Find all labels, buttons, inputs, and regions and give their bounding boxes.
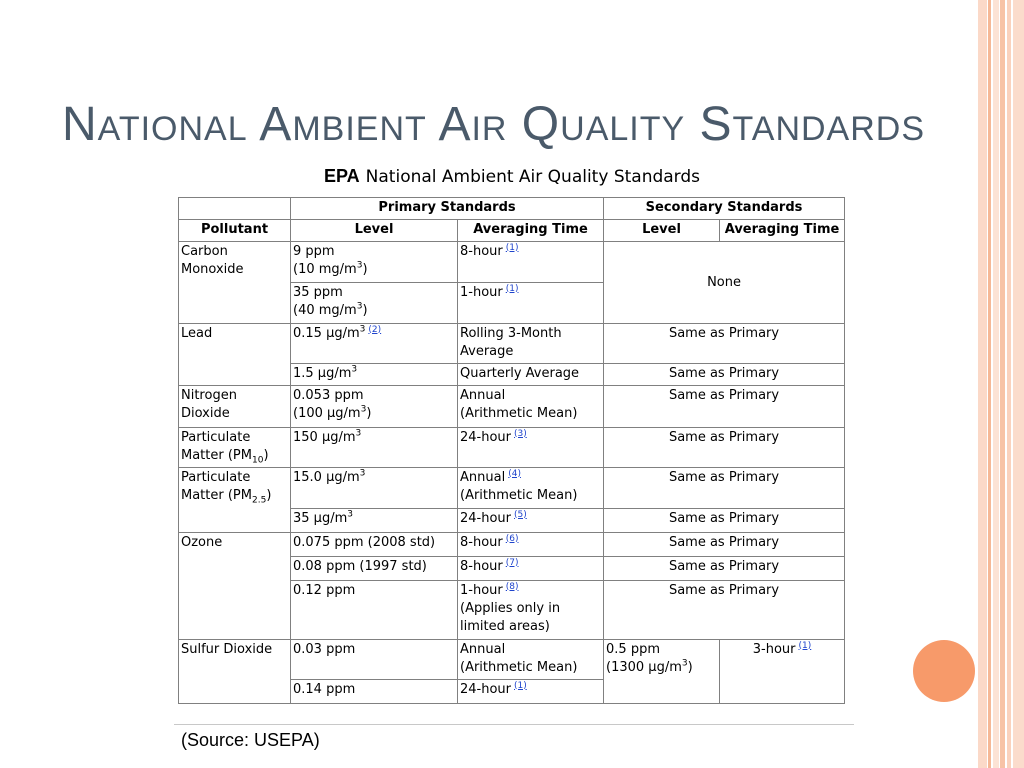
secondary-averaging-cell: 3-hour $^{(1)}$: [720, 640, 845, 704]
secondary-cell: Same as Primary: [604, 324, 845, 364]
decor-stripe-2: [988, 0, 991, 768]
level-cell: 1.5 $\mu g/m^3$: [291, 364, 458, 386]
averaging-cell: 8-hour $^{(1)}$: [458, 242, 604, 283]
level-cell: 150 $\mu g/m^3$: [291, 428, 458, 468]
decor-circle: [913, 640, 975, 702]
secondary-standards-header: Secondary Standards: [604, 198, 845, 220]
secondary-cell: Same as Primary: [604, 428, 845, 468]
level-cell: 15.0 $\mu g/m^3$: [291, 468, 458, 509]
table-row: [179, 324, 845, 364]
footnote-link[interactable]: (1): [505, 283, 519, 294]
decor-stripe-3: [993, 0, 999, 768]
col-header-primary-averaging: Averaging Time: [458, 220, 604, 242]
footnote-link[interactable]: (3): [514, 428, 527, 439]
footnote-link[interactable]: (4): [508, 468, 521, 479]
level-cell: 0.053 ppm (100 $\mu g/m^3$): [291, 386, 458, 428]
averaging-cell: Annual (Arithmetic Mean): [458, 386, 604, 428]
level-cell: 0.075 ppm (2008 std): [291, 533, 458, 557]
table-row: [179, 428, 845, 468]
level-cell: 9 ppm (10 $mg/m^3$): [291, 242, 458, 283]
secondary-cell: None: [604, 242, 845, 324]
level-cell: 0.12 ppm: [291, 581, 458, 640]
averaging-cell: 8-hour $^{(6)}$: [458, 533, 604, 557]
level-cell: 0.03 ppm: [291, 640, 458, 680]
table-row: [179, 640, 845, 680]
table-row: [179, 468, 845, 509]
epa-logo: EPA: [323, 166, 360, 186]
table-row: [179, 242, 845, 283]
averaging-cell: 1-hour $^{(1)}$: [458, 283, 604, 324]
averaging-cell: Quarterly Average: [458, 364, 604, 386]
decor-stripe-1: [978, 0, 987, 768]
standards-table: [178, 197, 845, 704]
averaging-cell: 24-hour $^{(5)}$: [458, 509, 604, 533]
secondary-cell: Same as Primary: [604, 533, 845, 557]
averaging-cell: 24-hour $^{(1)}$: [458, 680, 604, 704]
level-cell: 0.08 ppm (1997 std): [291, 557, 458, 581]
table-row: [179, 533, 845, 557]
footnote-link[interactable]: (7): [505, 557, 519, 568]
divider: [174, 724, 854, 725]
col-header-primary-level: Level: [291, 220, 458, 242]
footnote-link[interactable]: (1): [505, 242, 519, 253]
footnote-link[interactable]: (8): [505, 581, 519, 592]
col-header-pollutant: Pollutant: [179, 220, 291, 242]
averaging-cell: Annual (Arithmetic Mean): [458, 640, 604, 680]
footnote-link[interactable]: (6): [505, 533, 519, 544]
figure-caption: [180, 166, 844, 194]
decor-stripe-6: [1013, 0, 1024, 768]
secondary-cell: Same as Primary: [604, 468, 845, 509]
averaging-cell: Rolling 3-Month Average: [458, 324, 604, 364]
pollutant-cell: Sulfur Dioxide: [179, 640, 291, 704]
averaging-cell: 8-hour $^{(7)}$: [458, 557, 604, 581]
pollutant-cell: Nitrogen Dioxide: [179, 386, 291, 428]
pollutant-cell: Particulate Matter $(PM_{2.5})$: [179, 468, 291, 533]
pollutant-cell: Carbon Monoxide: [179, 242, 291, 324]
secondary-cell: Same as Primary: [604, 581, 845, 640]
secondary-level-cell: 0.5 ppm (1300 $\mu g/m^3$): [604, 640, 720, 704]
decor-stripe-5: [1007, 0, 1011, 768]
table-row: [179, 386, 845, 428]
decor-stripe-4: [1000, 0, 1005, 768]
source-note: (Source: USEPA): [181, 730, 320, 750]
level-cell: 0.15 $\mu g/m^3$ $^{(2)}$: [291, 324, 458, 364]
footnote-link[interactable]: (1): [798, 640, 812, 651]
footnote-link[interactable]: (2): [368, 324, 382, 335]
pollutant-cell: Lead: [179, 324, 291, 386]
figure-caption-text: National Ambient Air Quality Standards: [365, 167, 701, 187]
col-header-secondary-level: Level: [604, 220, 720, 242]
slide-title: National Ambient Air Quality Standards: [62, 98, 926, 151]
level-cell: 35 $\mu g/m^3$: [291, 509, 458, 533]
footnote-link[interactable]: (1): [514, 680, 527, 691]
primary-standards-header: Primary Standards: [291, 198, 604, 220]
table-column-header-row: [179, 220, 845, 242]
secondary-cell: Same as Primary: [604, 386, 845, 428]
table-corner-cell: [179, 198, 291, 220]
secondary-cell: Same as Primary: [604, 509, 845, 533]
secondary-cell: Same as Primary: [604, 364, 845, 386]
table-group-header-row: [179, 198, 845, 220]
averaging-cell: Annual $^{(4)}$ (Arithmetic Mean): [458, 468, 604, 509]
col-header-secondary-averaging: Averaging Time: [720, 220, 845, 242]
level-cell: 35 ppm (40 $mg/m^3$): [291, 283, 458, 324]
footnote-link[interactable]: (5): [514, 509, 527, 520]
pollutant-cell: Particulate Matter $(PM_{10})$: [179, 428, 291, 468]
level-cell: 0.14 ppm: [291, 680, 458, 704]
averaging-cell: 1-hour $^{(8)}$ (Applies only in limited areas): [458, 581, 604, 640]
pollutant-cell: Ozone: [179, 533, 291, 640]
secondary-cell: Same as Primary: [604, 557, 845, 581]
averaging-cell: 24-hour $^{(3)}$: [458, 428, 604, 468]
